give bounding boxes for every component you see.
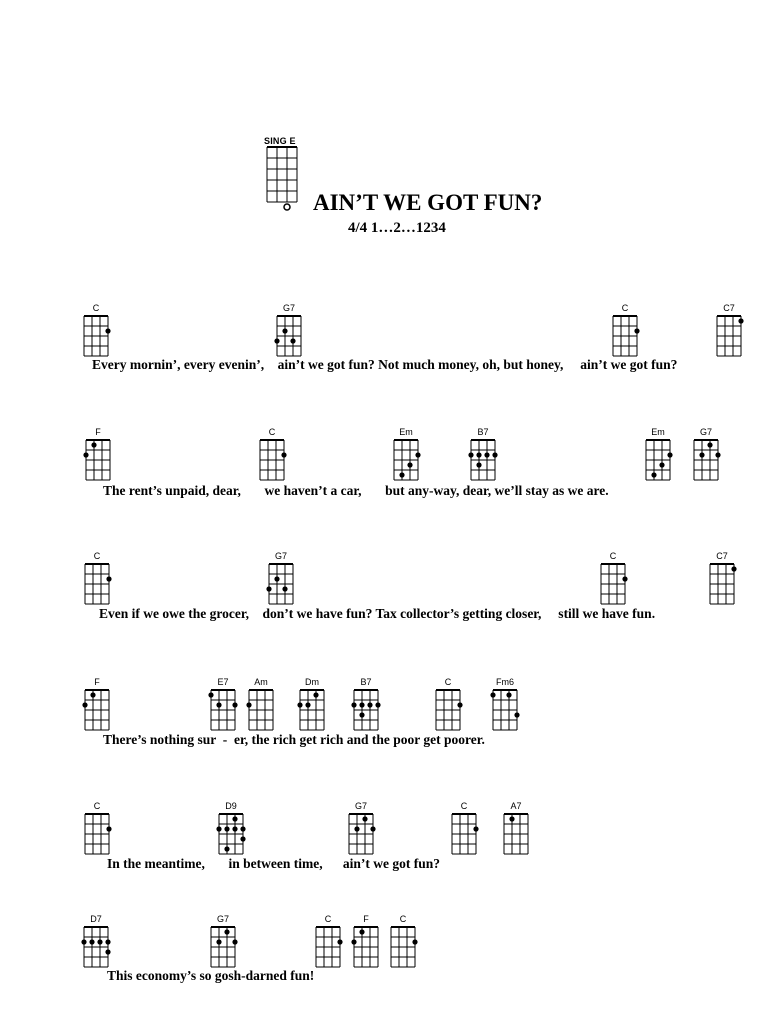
chord-name: F [94,677,100,687]
finger-dot [81,939,86,944]
chord-diagram-b7 [350,678,382,734]
finger-dot [622,576,627,581]
lyric-line-6: This economy’s so gosh-darned fun! [107,968,315,983]
chord-diagram-a7 [500,802,532,858]
chord-fretboard [81,812,113,858]
chord-fretboard [265,562,297,608]
finger-dot [224,826,229,831]
finger-dot [90,692,95,697]
finger-dot [351,702,356,707]
chord-fretboard [215,812,247,858]
finger-dot [415,452,420,457]
chord-diagram-c [432,678,464,734]
finger-dot [313,692,318,697]
chord-fretboard [432,688,464,734]
chord-fretboard [387,925,419,971]
finger-dot [290,338,295,343]
chord-name: F [95,427,101,437]
chord-name: F [363,914,369,924]
finger-dot [240,826,245,831]
finger-dot [651,472,656,477]
chord-diagram-c [256,428,288,484]
finger-dot [282,328,287,333]
finger-dot [412,939,417,944]
finger-dot [359,702,364,707]
chord-diagram-g7 [690,428,722,484]
finger-dot [297,702,302,707]
chord-name: B7 [477,427,489,437]
finger-dot [105,328,110,333]
chord-name: C [268,427,276,437]
chord-name: C [444,677,452,687]
lyric-line-4: There’s nothing sur - er, the rich get rich and the poor get poorer. [103,732,485,747]
chord-name: C [93,551,101,561]
chord-diagram-c [81,802,113,858]
chord-diagram-c [81,552,113,608]
finger-dot [106,576,111,581]
finger-dot [407,462,412,467]
finger-dot [105,949,110,954]
chord-fretboard [706,562,738,608]
finger-dot [359,712,364,717]
finger-dot [457,702,462,707]
chord-name: Fm6 [496,677,514,687]
finger-dot [362,816,367,821]
finger-dot [89,939,94,944]
finger-dot [274,338,279,343]
chord-fretboard [597,562,629,608]
finger-dot [281,452,286,457]
chord-name: E7 [217,677,229,687]
chord-diagram-g7 [265,552,297,608]
chord-diagram-b7 [467,428,499,484]
finger-dot [699,452,704,457]
finger-dot [375,702,380,707]
finger-dot [514,712,519,717]
chord-name: C [621,303,629,313]
chord-diagram-c [597,552,629,608]
chord-fretboard [609,314,641,360]
chord-name: Em [399,427,413,437]
finger-dot [509,816,514,821]
chord-fretboard [642,438,674,484]
chord-name: D9 [225,801,237,811]
finger-dot [492,452,497,457]
finger-dot [106,826,111,831]
finger-dot [337,939,342,944]
finger-dot [359,929,364,934]
chord-diagram-c [80,304,112,360]
chord-diagram-d7 [80,915,112,971]
finger-dot [468,452,473,457]
lyric-line-1: Every mornin’, every evenin’, ain’t we got fun? Not much money, oh, but honey, ain’t we got fun? [92,357,678,372]
finger-dot [224,846,229,851]
finger-dot [659,462,664,467]
chord-fretboard [80,314,112,360]
finger-dot [240,836,245,841]
chord-name: C7 [723,303,735,313]
chord-fretboard [81,688,113,734]
chord-fretboard [448,812,480,858]
finger-dot [367,702,372,707]
finger-dot [305,702,310,707]
finger-dot [224,929,229,934]
chord-name: C [460,801,468,811]
chord-diagram-f [81,678,113,734]
chord-diagram-em [642,428,674,484]
chord-diagram-g7 [273,304,305,360]
chord-diagram-f [350,915,382,971]
finger-dot [82,702,87,707]
chord-name: C [324,914,332,924]
finger-dot [216,939,221,944]
chord-name: B7 [360,677,372,687]
chord-name: Am [254,677,268,687]
finger-dot [476,452,481,457]
chord-name: C [399,914,407,924]
chord-name: A7 [510,801,522,811]
finger-dot [216,826,221,831]
finger-dot [634,328,639,333]
chord-fretboard [80,925,112,971]
chord-name: G7 [282,303,295,313]
chord-diagram-e7 [207,678,239,734]
finger-dot [738,318,743,323]
chord-fretboard [82,438,114,484]
finger-dot [399,472,404,477]
finger-dot [490,692,495,697]
lyric-line-5: In the meantime, in between time, ain’t we got fun? [107,856,440,871]
chord-name: D7 [90,914,102,924]
chord-diagram-dm [296,678,328,734]
lyric-line-3: Even if we owe the grocer, don’t we have fun? Tax collector’s getting closer, still we have fun. [99,606,656,621]
finger-dot [208,692,213,697]
chord-fretboard [256,438,288,484]
sing-note-label: SING E [264,136,296,146]
chord-name: G7 [274,551,287,561]
lyric-line-2: The rent’s unpaid, dear, we haven’t a car, but any-way, dear, we’ll stay as we are. [103,483,609,498]
finger-dot [715,452,720,457]
finger-dot [707,442,712,447]
finger-dot [232,826,237,831]
chord-name: C [92,303,100,313]
finger-dot [351,939,356,944]
chord-diagram-c [448,802,480,858]
chord-diagram-d9 [215,802,247,858]
chord-diagram-fm6 [489,678,521,734]
finger-dot [484,452,489,457]
chord-diagram-c7 [706,552,738,608]
finger-dot [370,826,375,831]
chord-name: G7 [216,914,229,924]
finger-dot [731,566,736,571]
finger-dot [354,826,359,831]
chord-diagram-c [387,915,419,971]
song-title: AIN’T WE GOT FUN? [313,190,543,215]
chord-fretboard [350,925,382,971]
chord-fretboard [245,688,277,734]
open-string-marker [284,204,290,210]
chord-fretboard [207,688,239,734]
finger-dot [274,576,279,581]
chord-fretboard [390,438,422,484]
finger-dot [232,939,237,944]
chord-fretboard [350,688,382,734]
chord-fretboard [312,925,344,971]
chord-fretboard [81,562,113,608]
chord-fretboard [467,438,499,484]
chord-diagram-g7 [207,915,239,971]
finger-dot [91,442,96,447]
sing-note-diagram [266,146,306,212]
finger-dot [216,702,221,707]
chord-fretboard [296,688,328,734]
finger-dot [246,702,251,707]
chord-name: G7 [699,427,712,437]
finger-dot [83,452,88,457]
chord-diagram-em [390,428,422,484]
chord-fretboard [273,314,305,360]
finger-dot [232,702,237,707]
finger-dot [667,452,672,457]
finger-dot [476,462,481,467]
finger-dot [266,586,271,591]
chord-name: G7 [354,801,367,811]
chord-diagram-c7 [713,304,745,360]
chord-fretboard [500,812,532,858]
finger-dot [282,586,287,591]
finger-dot [97,939,102,944]
chord-fretboard [713,314,745,360]
finger-dot [105,939,110,944]
chord-diagram-c [609,304,641,360]
chord-name: Em [651,427,665,437]
song-timing: 4/4 1…2…1234 [348,220,446,236]
chord-fretboard [207,925,239,971]
chord-diagram-c [312,915,344,971]
finger-dot [506,692,511,697]
chord-fretboard [489,688,521,734]
chord-name: C [93,801,101,811]
chord-fretboard [345,812,377,858]
chord-name: Dm [305,677,319,687]
chord-name: C7 [716,551,728,561]
finger-dot [232,816,237,821]
chord-name: C [609,551,617,561]
chord-diagram-f [82,428,114,484]
chord-diagram-am [245,678,277,734]
finger-dot [473,826,478,831]
chord-diagram-g7 [345,802,377,858]
chord-fretboard [690,438,722,484]
